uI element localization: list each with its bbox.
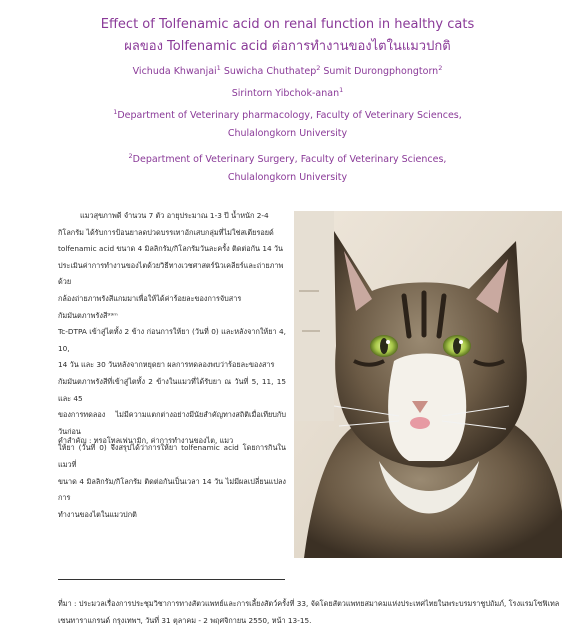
affiliation-sup: 1 xyxy=(113,108,118,116)
author-sup: 2 xyxy=(316,64,321,72)
author-line-2 xyxy=(0,84,575,100)
abstract xyxy=(58,208,286,523)
abstract-line: ขนาด 4 มิลลิกรัม/กิโลกรัม ติดต่อกันเป็นเวลา 14 วัน ไม่มีผลเปลี่ยนแปลงการ xyxy=(58,476,286,503)
abstract-line: ประเมินค่าการทำงานของไตด้วยวิธีทางเวชศาสตร์นิวเคลียร์และถ่ายภาพด้วย xyxy=(58,260,284,287)
paper-title: Effect of Tolfenamic acid on renal function in healthy cats xyxy=(100,17,475,32)
affiliation-text: Chulalongkorn University xyxy=(227,172,348,183)
abstract-line: tolfenamic acid ขนาด 4 มิลลิกรัม/กิโลกรัมวันละครั้ง ติดต่อกัน 14 วัน xyxy=(58,244,284,254)
abstract-line: กิโลกรัม ได้รับการป้อนยาลดปวดบรรเทาอักเสบกลุ่มที่ไม่ใช่สเตียรอยด์ xyxy=(58,227,274,237)
abstract-line xyxy=(58,208,286,225)
affiliation-text: Department of Veterinary pharmacology, Faculty of Veterinary Sciences, xyxy=(117,110,462,122)
keywords: คำสำคัญ : ทรอโทลเฟนามิก, ค่าการทำงานของไต, แมว xyxy=(58,436,234,445)
author-sup: 1 xyxy=(216,64,221,72)
affiliation-text: Chulalongkorn University xyxy=(227,128,348,139)
affiliation-1 xyxy=(0,106,575,122)
affiliation-2 xyxy=(0,150,575,166)
abstract-line: ของการทดลอง ไม่มีความแตกต่างอย่างมีนัยสำคัญทางสถิติเมื่อเทียบกับวันก่อน xyxy=(58,410,286,436)
author-sup: 1 xyxy=(339,86,344,94)
author-name: Sumit Durongphongtorn xyxy=(323,66,439,78)
footnote-divider xyxy=(58,579,285,580)
cat-photo xyxy=(294,211,562,558)
author-line xyxy=(0,62,575,78)
footnote-line: ที่มา : ประมวลเรื่องการประชุมวิชาการทางสัตวแพทย์และการเลี้ยงสัตว์ครั้งที่ 33, จัดโดยสัตวแพทยสมาคมแห่งประเทศไทยในพระบรมราชูปถัมภ์, โรงแรมโซฟิเทล xyxy=(58,599,560,608)
author-name: Vichuda Khwanjai xyxy=(132,66,217,78)
author-name: Suwicha Chuthatep xyxy=(223,66,317,78)
affiliation-sup: 2 xyxy=(128,152,133,160)
abstract-line: ให้ยา (วันที่ 0) จึงสรุปได้ว่าการให้ยา tolfenamic acid โดยการกินในแมวที่ xyxy=(58,443,286,469)
footnote-line: เซนทาราแกรนด์ กรุงเทพฯ, วันที่ 31 ตุลาคม - 2 พฤศจิกายน 2550, หน้า 13-15. xyxy=(58,615,312,625)
author-sup: 2 xyxy=(438,64,443,72)
abstract-line: ทำงานของไตในแมวปกติ xyxy=(58,509,137,519)
abstract-line: กัมมันตภาพรังสีที่เข้าสู่ไตทั้ง 2 ข้างในแมวที่ได้รับยา ณ วันที่ 5, 11, 15 และ 45 xyxy=(58,376,286,403)
affiliation-1-line2 xyxy=(0,128,575,140)
author-name: Sirintorn Yibchok-anan xyxy=(231,88,340,100)
paper-subtitle-thai: ผลของ Tolfenamic acid ต่อการทำงานของไตในแมวปกติ xyxy=(124,39,451,54)
footnote xyxy=(58,596,563,629)
abstract-line-text: แมวสุขภาพดี จำนวน 7 ตัว อายุประมาณ 1-3 ปี น้ำหนัก 2-4 xyxy=(80,211,269,220)
affiliation-2-line2 xyxy=(0,172,575,184)
abstract-line: 14 วัน และ 30 วันหลังจากหยุดยา ผลการทดลองพบว่าร้อยละของสาร xyxy=(58,360,275,370)
abstract-line: กล้องถ่ายภาพรังสีแกมมาเพื่อให้ได้ค่าร้อยละของการจับสารกัมมันตภาพรังสี⁹⁹ᵐ xyxy=(58,293,242,320)
affiliation-text: Department of Veterinary Surgery, Faculty of Veterinary Sciences, xyxy=(132,154,447,166)
abstract-line: Tc-DTPA เข้าสู่ไตทั้ง 2 ข้าง ก่อนการให้ยา (วันที่ 0) และหลังจากให้ยา 4, 10, xyxy=(58,327,286,353)
